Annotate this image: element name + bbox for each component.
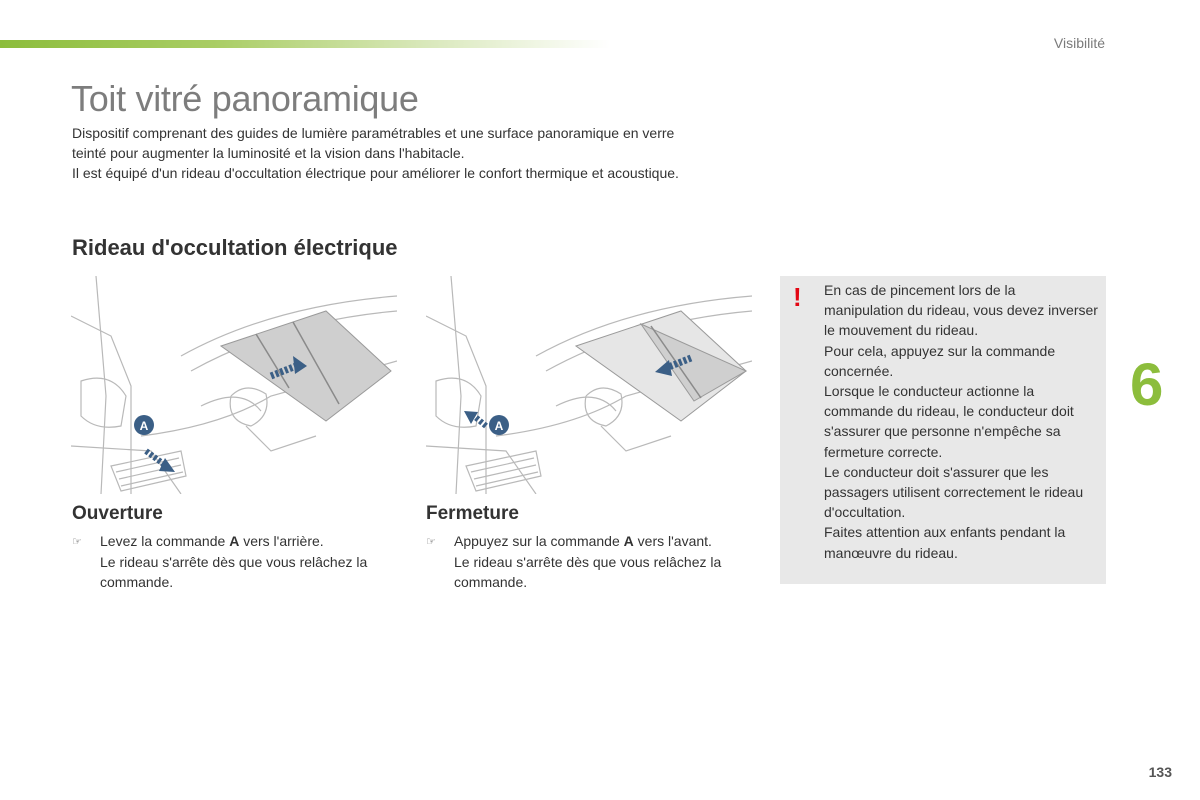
instruction-text: Appuyez sur la commande: [454, 533, 624, 549]
opening-drawing: [71, 276, 397, 494]
instruction-note: Le rideau s'arrête dès que vous relâchez la commande.: [100, 553, 368, 590]
closing-drawing: [426, 276, 752, 494]
instruction-text: vers l'arrière.: [239, 533, 324, 549]
warning-paragraph: En cas de pincement lors de la manipulation du rideau, vous devez inverser le mouvement du rideau.: [824, 282, 1098, 339]
page-title: Toit vitré panoramique: [71, 78, 419, 119]
instruction-line: [454, 531, 746, 552]
instruction-text: Levez la commande: [100, 533, 230, 549]
command-badge: A: [139, 419, 149, 433]
instruction-note: Le rideau s'arrête dès que vous relâchez la commande.: [454, 553, 722, 590]
page-number: 133: [1148, 764, 1172, 780]
command-label: A: [229, 533, 240, 549]
intro-line: teinté pour augmenter la luminosité et la vision dans l'habitacle.: [72, 145, 465, 161]
pointing-hand-icon: ☞: [72, 536, 82, 548]
opening-instructions: [72, 531, 392, 593]
section-name: Visibilité: [1053, 35, 1105, 51]
opening-illustration: [71, 276, 397, 494]
closing-instructions: [426, 531, 746, 593]
warning-text: [824, 280, 1098, 563]
subsection-title: Rideau d'occultation électrique: [72, 235, 398, 260]
warning-paragraph: Lorsque le conducteur actionne la commande du rideau, le conducteur doit s'assurer que personne n'empêche sa fermeture correcte.: [824, 383, 1074, 460]
chapter-number: 6: [1130, 351, 1164, 418]
warning-paragraph: Le conducteur doit s'assurer que les passagers utilisent correctement le rideau d'occultation.: [824, 463, 1084, 521]
opening-title: Ouverture: [72, 503, 163, 524]
warning-box: [780, 276, 1106, 584]
command-badge: A: [494, 419, 504, 433]
warning-icon: !: [793, 282, 802, 312]
header-accent-bar: [0, 40, 610, 48]
warning-paragraph: Pour cela, appuyez sur la commande concernée.: [824, 342, 1056, 379]
closing-illustration: [426, 276, 752, 494]
closing-title: Fermeture: [426, 503, 519, 524]
command-label: A: [623, 533, 634, 549]
warning-paragraph: Faites attention aux enfants pendant la manœuvre du rideau.: [824, 524, 1066, 561]
intro-text: [72, 123, 772, 183]
instruction-line: [100, 531, 392, 552]
intro-line: Dispositif comprenant des guides de lumière paramétrables et une surface panoramique en verre: [72, 125, 675, 141]
intro-line: Il est équipé d'un rideau d'occultation électrique pour améliorer le confort thermique et acoustique.: [72, 165, 679, 181]
instruction-text: vers l'avant.: [633, 533, 712, 549]
pointing-hand-icon: ☞: [426, 536, 436, 548]
